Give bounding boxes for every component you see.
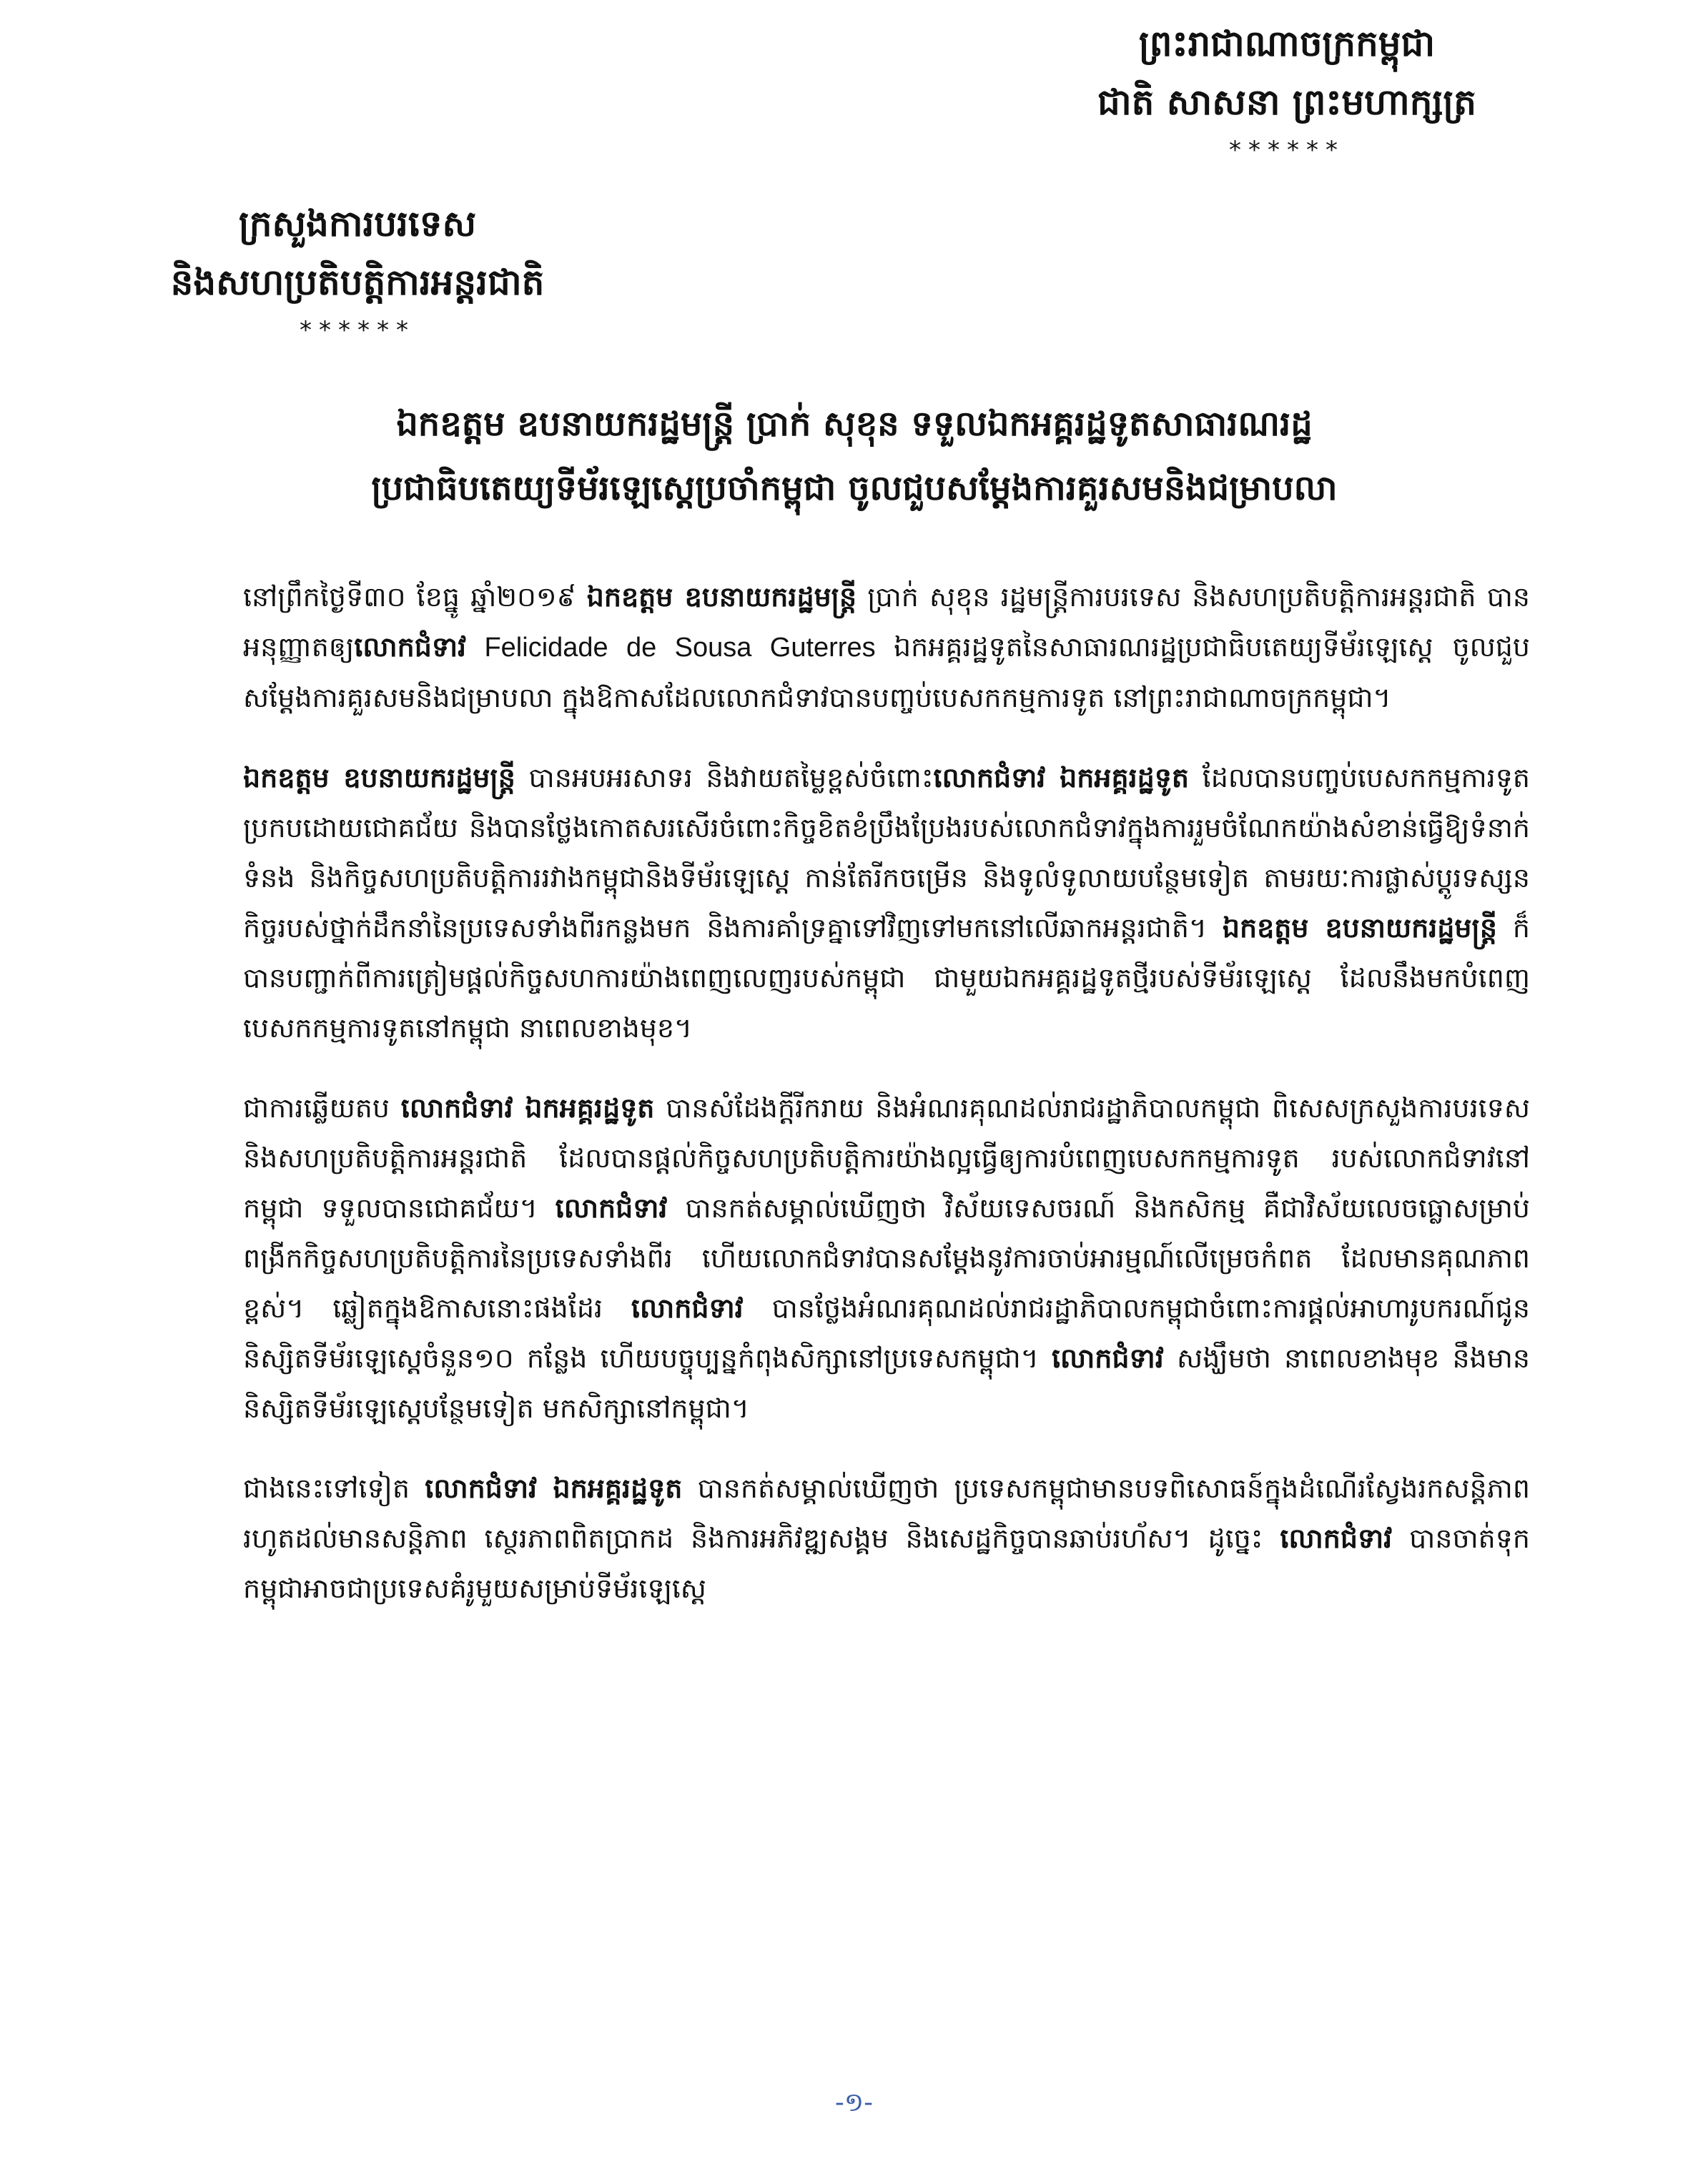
ministry-name-line2: និងសហប្រតិបត្តិការអន្តរជាតិ bbox=[170, 262, 545, 303]
paragraph-4 bbox=[243, 1463, 1530, 1613]
paragraph-1 bbox=[243, 572, 1530, 723]
national-motto: ជាតិ សាសនា ព្រះមហាក្សត្រ bbox=[1097, 81, 1476, 123]
p1-ambassador-name: Felicidade de Sousa Guterres bbox=[466, 633, 894, 663]
p2-bold-3: ឯកឧត្តម ឧបនាយករដ្ឋមន្ត្រី bbox=[1222, 912, 1497, 944]
p1-bold-1: ឯកឧត្តម ឧបនាយករដ្ឋមន្ត្រី bbox=[586, 581, 857, 613]
p3-bold-2: លោកជំទាវ bbox=[555, 1192, 668, 1224]
kingdom-separator-stars: ****** bbox=[1229, 136, 1345, 164]
ministry-header bbox=[107, 194, 608, 345]
kingdom-motto-header bbox=[1030, 14, 1544, 164]
kingdom-name: ព្រះរាជាណាចក្រកម្ពុជា bbox=[1138, 23, 1436, 64]
paragraph-2 bbox=[243, 753, 1530, 1053]
p2-text-1: បានអបអរសាទរ និងវាយតម្លៃខ្ពស់ចំពោះ bbox=[515, 762, 934, 793]
press-release-body bbox=[243, 572, 1530, 1643]
page-number: -១- bbox=[834, 2088, 874, 2117]
ministry-name-line1: ក្រសួងការបរទេស bbox=[238, 203, 477, 244]
p4-bold-1: លោកជំទាវ ឯកអគ្គរដ្ឋទូត bbox=[425, 1473, 683, 1504]
p2-bold-2: លោកជំទាវ ឯកអគ្គរដ្ឋទូត bbox=[933, 762, 1190, 793]
p4-bold-2: លោកជំទាវ bbox=[1280, 1523, 1393, 1554]
p2-text-2: ដែលបានបញ្ចប់បេសកកម្មការទូតប្រកបដោយជោគជ័យ និងបានថ្លែងកោតសរសើរចំពោះកិច្ចខិតខំប្រឹងប្រែងរបស់លោកជំទាវក្នុងការរួមចំណែកយ៉ាងសំខាន់ធ្វើឱ្យទំនាក់ទំនង និងកិច្ចសហប្រតិបត្តិការរវាងកម្ពុជានិងទីម័រឡេស្តេ កាន់តែរីកចម្រើន និងទូលំទូលាយបន្ថែមទៀត តាមរយៈការផ្លាស់ប្តូរទស្សនកិច្ចរបស់ថ្នាក់ដឹកនាំនៃប្រទេសទាំងពីរកន្លងមក និងការគាំទ្រគ្នាទៅវិញទៅមកនៅលើឆាកអន្តរជាតិ។ bbox=[243, 762, 1530, 944]
p3-text-5: សង្ឃឹមថា នាពេលខាងមុខ នឹងមាននិស្សិតទីម័រឡេស្តេបន្ថែមទៀត មកសិក្សានៅកម្ពុជា។ bbox=[243, 1342, 1530, 1424]
p4-text-1: ជាងនេះទៅទៀត bbox=[243, 1473, 425, 1504]
p3-bold-4: លោកជំទាវ bbox=[1052, 1342, 1164, 1374]
p2-text-3: ក៏បានបញ្ជាក់ពីការត្រៀមផ្តល់កិច្ចសហការយ៉ាងពេញលេញរបស់កម្ពុជា ជាមួយឯកអគ្គរដ្ឋទូតថ្មីរបស់ទីម័រឡេស្តេ ដែលនឹងមកបំពេញបេសកកម្មការទូតនៅកម្ពុជា នាពេលខាងមុខ។ bbox=[243, 912, 1530, 1044]
p3-bold-3: លោកជំទាវ bbox=[631, 1292, 744, 1324]
headline-line2: ប្រជាធិបតេយ្យទីម័រឡេស្តេប្រចាំកម្ពុជា ចូលជួបសម្តែងការគួរសមនិងជម្រាបលា bbox=[371, 468, 1338, 508]
p4-text-2: បានកត់សម្គាល់ឃើញថា ប្រទេសកម្ពុជាមានបទពិសោធន៍ក្នុងដំណើរស្វែងរកសន្តិភាព រហូតដល់មានសន្តិភាព ស្ថេរភាពពិតប្រាកដ និងការអភិវឌ្ឍសង្គម និងសេដ្ឋកិច្ចបានឆាប់រហ័ស។ ដូច្នេះ bbox=[243, 1473, 1530, 1554]
p1-text-2: ប្រាក់ សុខុន រដ្ឋមន្ត្រីការបរទេស និងសហប្រតិបត្តិការអន្តរជាតិ បានអនុញ្ញាតឲ្យ bbox=[243, 581, 1531, 663]
headline-line1: ឯកឧត្តម ឧបនាយករដ្ឋមន្ត្រី ប្រាក់ សុខុន ទទួលឯកអគ្គរដ្ឋទូតសាធារណរដ្ឋ bbox=[396, 404, 1313, 444]
p1-bold-2: លោកជំទាវ bbox=[354, 631, 467, 663]
p1-text-1: នៅព្រឹកថ្ងៃទី៣០ ខែធ្នូ ឆ្នាំ២០១៩ bbox=[243, 581, 587, 613]
p3-text-3: បានកត់សម្គាល់ឃើញថា វិស័យទេសចរណ៍ និងកសិកម្ម គឺជាវិស័យលេចធ្លោសម្រាប់ពង្រីកកិច្ចសហប្រតិបត្តិការនៃប្រទេសទាំងពីរ ហើយលោកជំទាវបានសម្តែងនូវការចាប់អារម្មណ៍លើម្រេចកំពត ដែលមានគុណភាពខ្ពស់។ ឆ្លៀតក្នុងឱកាសនោះផងដែរ bbox=[243, 1192, 1530, 1324]
p4-text-3: បានចាត់ទុកកម្ពុជាអាចជាប្រទេសគំរូមួយសម្រាប់ទីម័រឡេស្តេ bbox=[243, 1523, 1530, 1604]
p3-text-2: បានសំដែងក្តីរីករាយ និងអំណរគុណដល់រាជរដ្ឋាភិបាលកម្ពុជា ពិសេសក្រសួងការបរទេស និងសហប្រតិបត្តិការអន្តរជាតិ ដែលបានផ្តល់កិច្ចសហប្រតិបត្តិការយ៉ាងល្អធ្វើឲ្យការបំពេញបេសកកម្មការទូត របស់លោកជំទាវនៅកម្ពុជា ទទួលបានជោគជ័យ។ bbox=[243, 1092, 1531, 1224]
ministry-separator-stars: ****** bbox=[300, 316, 415, 345]
p2-bold-1: ឯកឧត្តម ឧបនាយករដ្ឋមន្ត្រី bbox=[243, 762, 515, 793]
press-release-headline bbox=[143, 392, 1566, 520]
p3-text-1: ជាការឆ្លើយតប bbox=[243, 1092, 401, 1124]
p1-text-3: ឯកអគ្គរដ្ឋទូតនៃសាធារណរដ្ឋប្រជាធិបតេយ្យទីម័រឡេស្តេ ចូលជួបសម្តែងការគួរសមនិងជម្រាបលា ក្នុងឱកាសដែលលោកជំទាវបានបញ្ចប់បេសកកម្មការទូត នៅព្រះរាជាណាចក្រកម្ពុជា។ bbox=[243, 631, 1530, 713]
p3-bold-1: លោកជំទាវ ឯកអគ្គរដ្ឋទូត bbox=[400, 1092, 655, 1124]
paragraph-3 bbox=[243, 1083, 1530, 1433]
p3-text-4: បានថ្លែងអំណរគុណដល់រាជរដ្ឋាភិបាលកម្ពុជាចំពោះការផ្តល់អាហារូបករណ៍ជូននិស្សិតទីម័រឡេស្តេចំនួន១០ កន្លែង ហើយបច្ចុប្បន្នកំពុងសិក្សានៅប្រទេសកម្ពុជា។ bbox=[243, 1292, 1530, 1374]
